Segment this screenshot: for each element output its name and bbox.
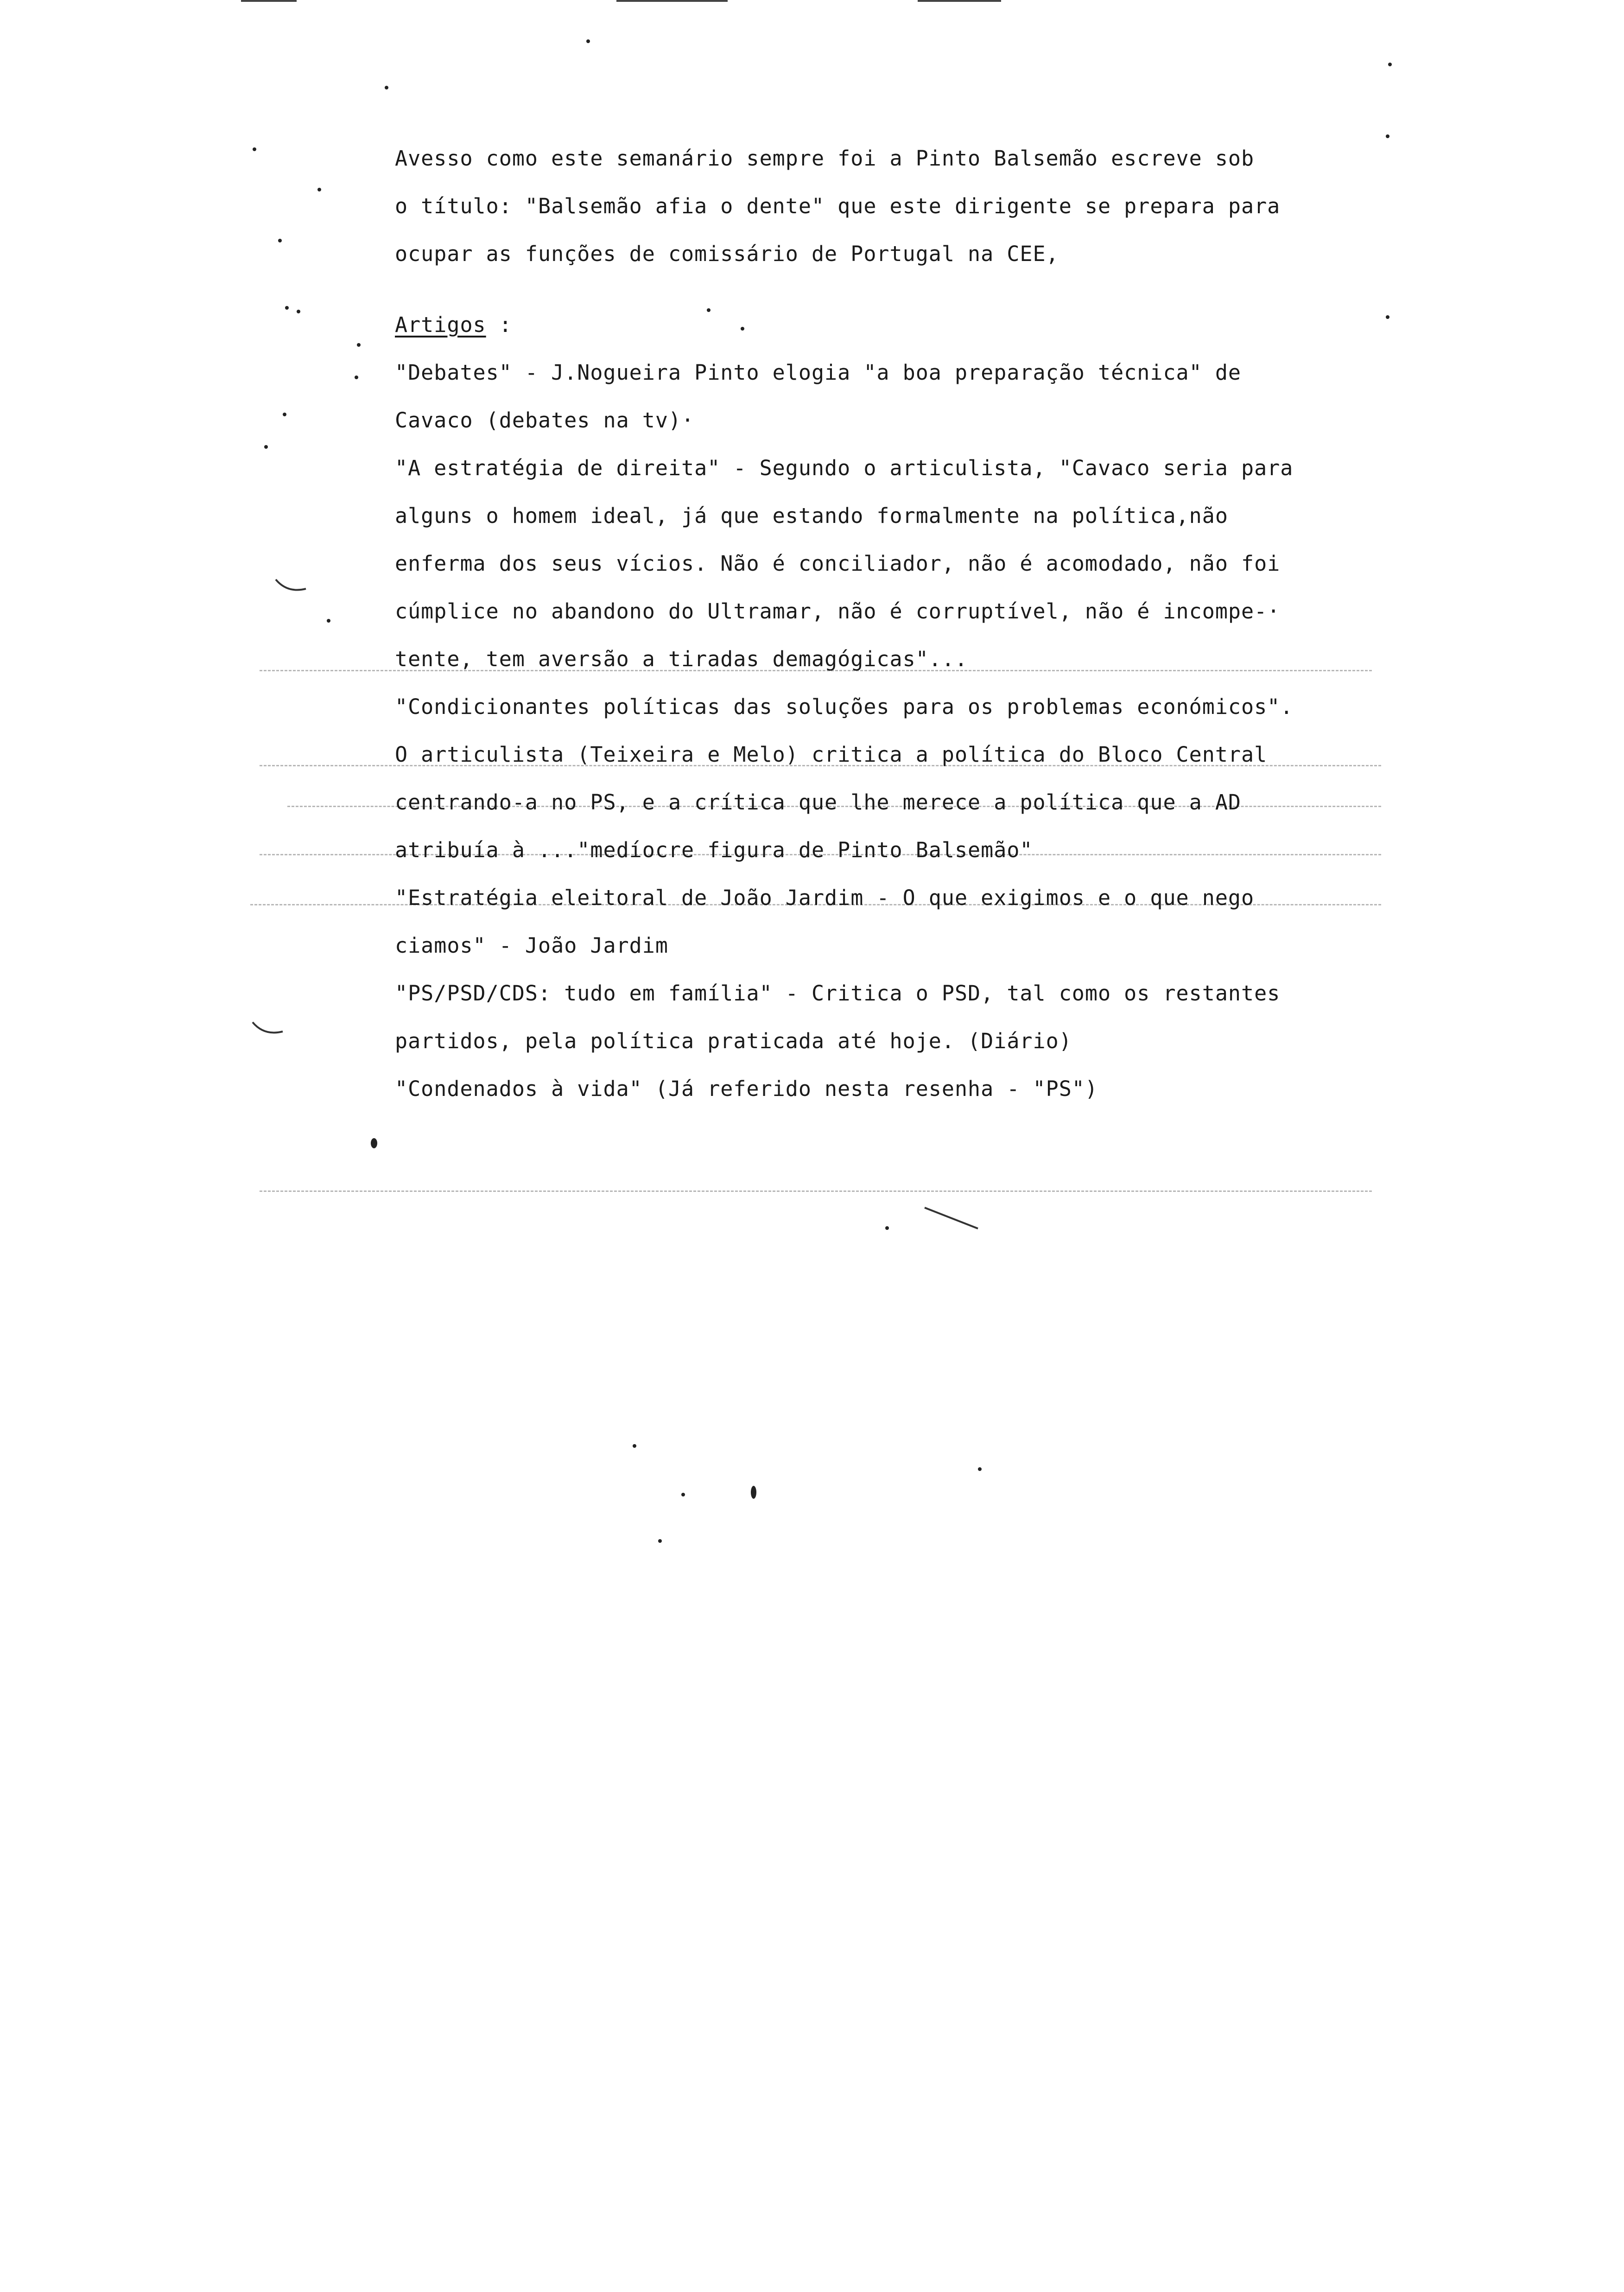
article-line: tente, tem aversão a tiradas demagógicas"... [395, 647, 968, 671]
top-edge-rule [918, 0, 1001, 2]
article-line: centrando-a no PS, e a crítica que lhe merece a política que a AD [395, 790, 1241, 815]
article-line: "Estratégia eleitoral de João Jardim - O que exigimos e o que nego [395, 885, 1255, 910]
scan-speck [371, 1138, 377, 1148]
scan-speck [1388, 63, 1392, 66]
top-edge-rule [241, 0, 297, 2]
scan-speck [357, 343, 361, 347]
scan-speck [327, 619, 330, 623]
scan-speck [253, 147, 256, 151]
scan-speck [278, 239, 282, 242]
article-line: "Condenados à vida" (Já referido nesta resenha - "PS") [395, 1076, 1098, 1101]
article-line: cúmplice no abandono do Ultramar, não é corruptível, não é incompe-· [395, 599, 1281, 624]
article-line: ciamos" - João Jardim [395, 933, 668, 958]
scan-speck [586, 39, 590, 43]
article-line: alguns o homem ideal, já que estando formalmente na política,não [395, 503, 1228, 528]
article-line: O articulista (Teixeira e Melo) critica a política do Bloco Central [395, 742, 1268, 767]
scan-speck [885, 1226, 889, 1230]
section-heading-suffix: : [486, 312, 512, 337]
bleed-through-row [260, 1191, 1372, 1192]
article-line: "Debates" - J.Nogueira Pinto elogia "a boa preparação técnica" de [395, 360, 1241, 385]
scan-speck [385, 86, 388, 89]
article-line: "Condicionantes políticas das soluções para os problemas económicos". [395, 694, 1294, 719]
paragraph-1-line: o título: "Balsemão afia o dente" que este dirigente se prepara para [395, 194, 1281, 218]
article-line: partidos, pela política praticada até hoje. (Diário) [395, 1029, 1072, 1053]
article-line: Cavaco (debates na tv)· [395, 408, 695, 433]
article-line: enferma dos seus vícios. Não é conciliador, não é acomodado, não foi [395, 551, 1281, 576]
paragraph-1-line: Avesso como este semanário sempre foi a Pinto Balsemão escreve sob [395, 146, 1255, 171]
top-edge-rule [616, 0, 728, 2]
section-heading: Artigos [395, 312, 486, 337]
scan-speck [751, 1486, 756, 1499]
document-body [395, 134, 1516, 1113]
scan-speck [283, 413, 286, 416]
scan-speck [285, 306, 289, 310]
article-line: atribuía à ..."medíocre figura de Pinto Balsemão" [395, 838, 1033, 862]
scan-speck [297, 310, 300, 313]
section-heading-line [395, 301, 1516, 349]
paragraph-gap [395, 278, 1516, 301]
article-line: "PS/PSD/CDS: tudo em família" - Critica o PSD, tal como os restantes [395, 981, 1281, 1006]
margin-arc-mark [250, 1018, 287, 1045]
scan-speck [633, 1444, 636, 1448]
margin-arc-mark [273, 575, 311, 603]
paragraph-1-line: ocupar as funções de comissário de Portugal na CEE, [395, 242, 1059, 266]
scan-speck [355, 376, 358, 379]
scan-speck [978, 1467, 982, 1471]
article-line: "A estratégia de direita" - Segundo o articulista, "Cavaco seria para [395, 456, 1294, 480]
scan-speck [264, 445, 268, 449]
scan-speck [681, 1493, 685, 1496]
pen-stroke-mark [922, 1205, 983, 1233]
scan-speck [658, 1539, 662, 1543]
scan-speck [317, 188, 321, 191]
